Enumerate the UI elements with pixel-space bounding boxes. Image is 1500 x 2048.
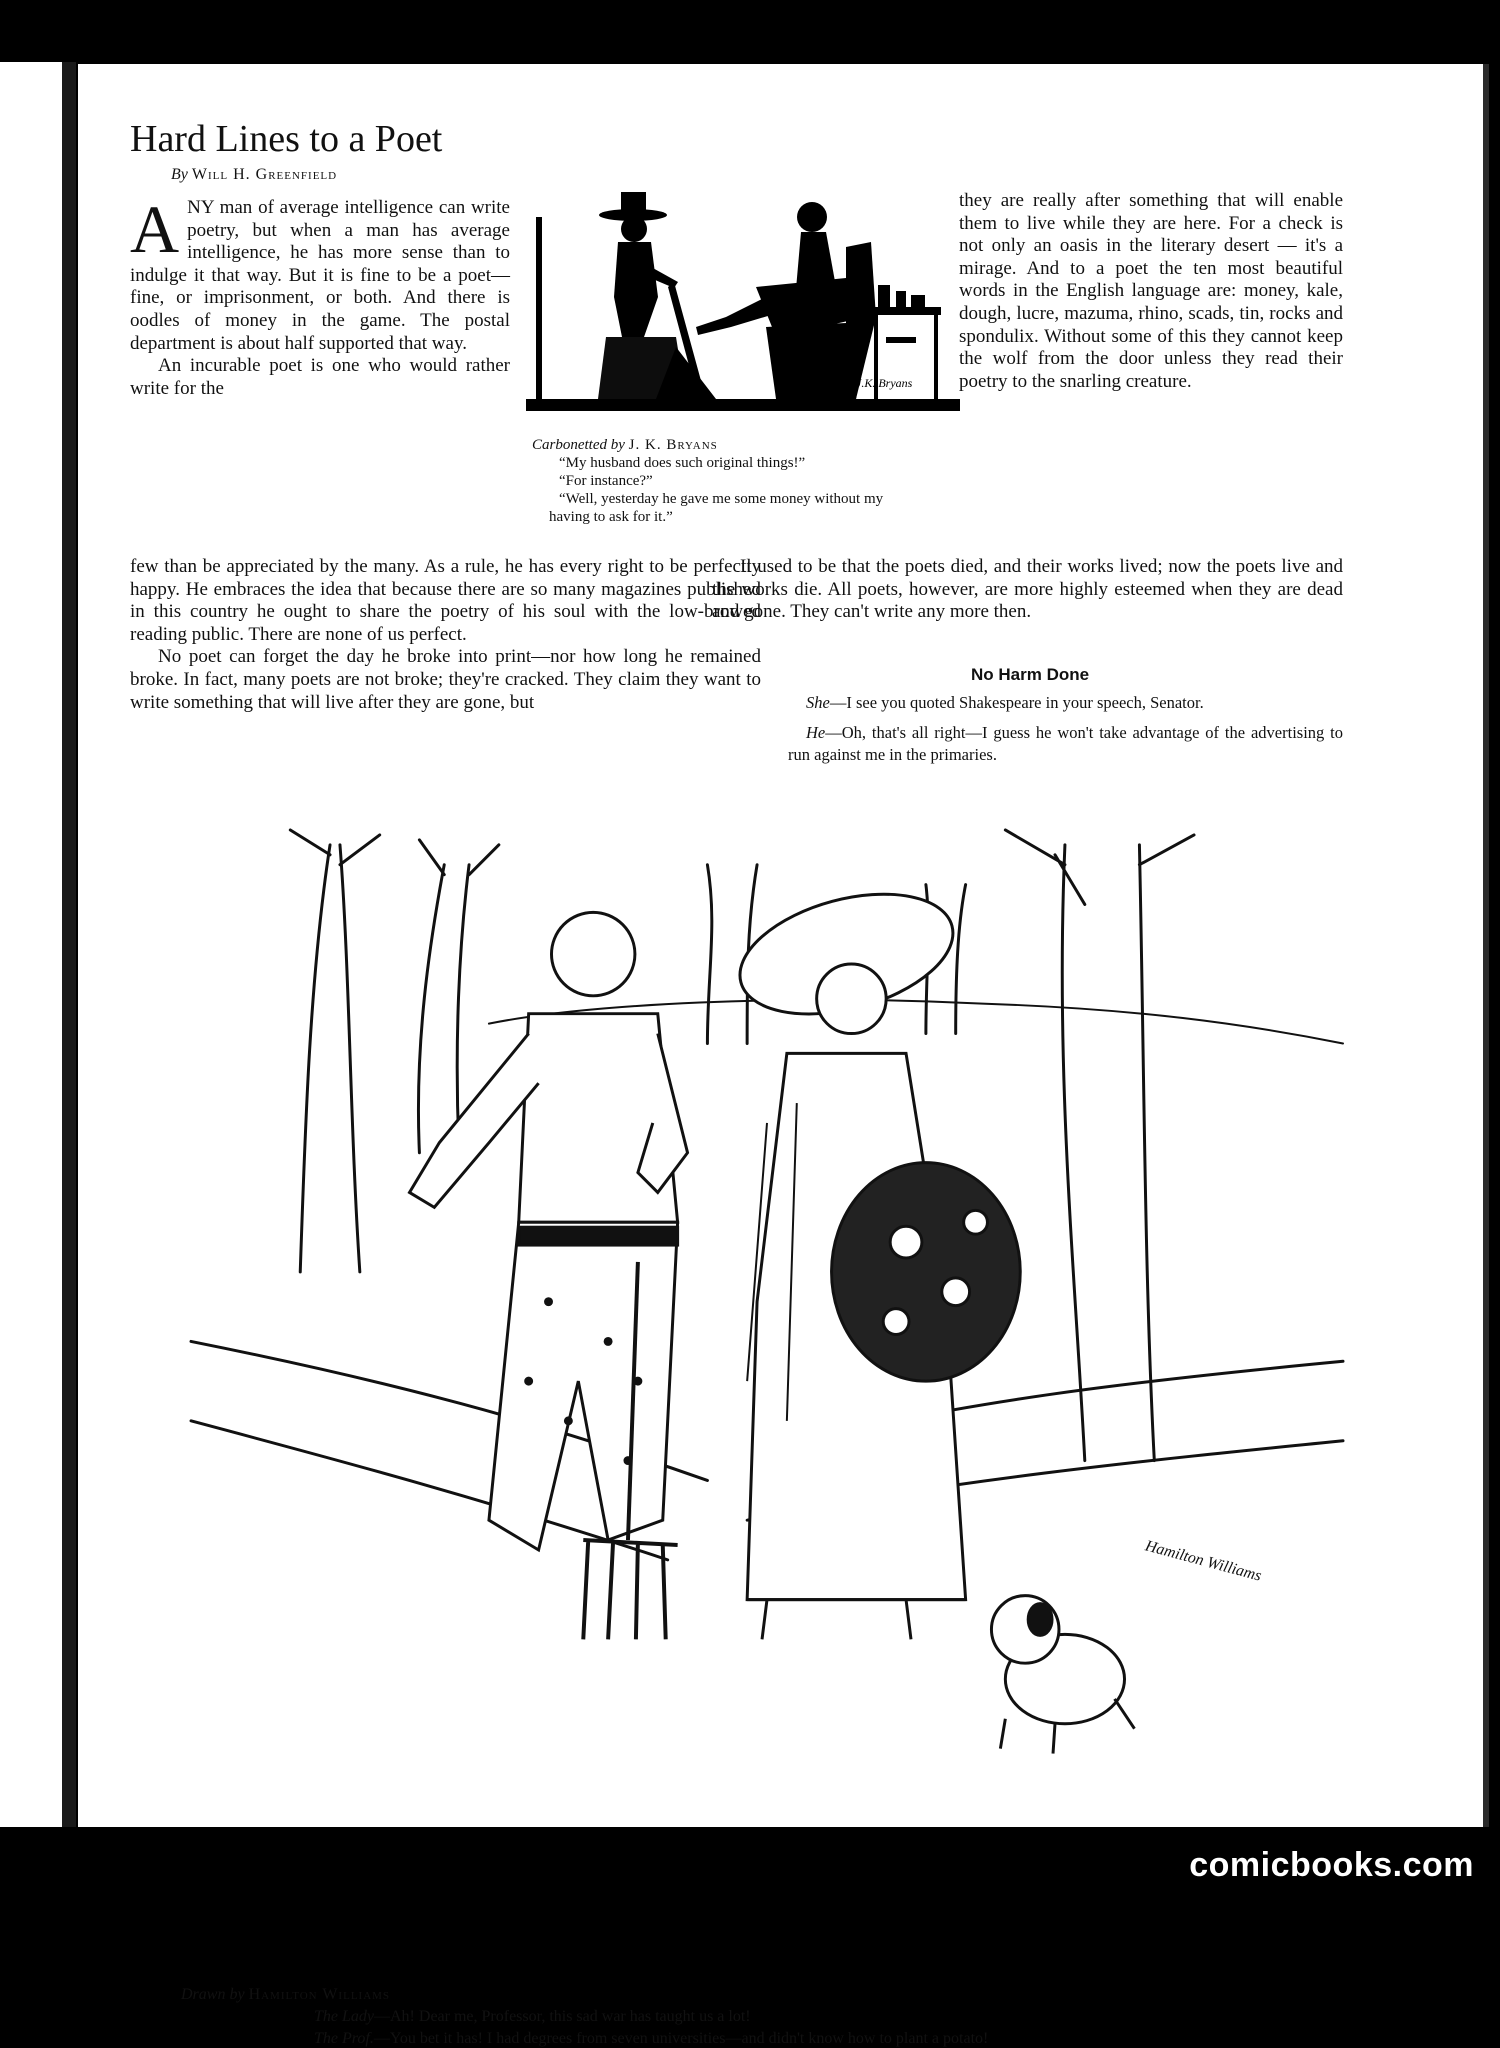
sidebar-joke — [788, 692, 1343, 774]
cartoon-illustration — [187, 825, 1347, 1977]
joke-he-text: —Oh, that's all right—I guess he won't take advantage of the advertising to run against me in the primaries. — [788, 722, 1343, 764]
silhouette-credit-label: Carbonetted by — [532, 437, 625, 453]
speaker-lady: The Lady — [314, 2008, 374, 2025]
cartoon-credit-label: Drawn by — [181, 1986, 245, 2003]
speaker-she: She — [806, 693, 830, 712]
tree-left-2 — [418, 865, 444, 1153]
paragraph-1 — [130, 191, 510, 355]
lady-figure — [727, 873, 1020, 1639]
tree-right — [1062, 845, 1085, 1461]
caption-line-4: having to ask for it.” — [549, 509, 673, 525]
article-column-left-top — [130, 191, 510, 400]
byline — [171, 166, 337, 184]
article-column-left-bottom — [130, 556, 761, 714]
paragraph-5: It used to be that the poets died, and their works lived; now the poets live and the works die. All poets, however, are more highly esteemed when they are dead and gone. They can't write any more then. — [712, 556, 1343, 623]
article-title: Hard Lines to a Poet — [130, 118, 443, 160]
paragraph-1-text: NY man of average intelligence can write poetry, but when a man has average intelligence, he has more sense than to indulge it that way. But it is fine to be a poet—fine, or imprisonment, or both. And there is oodles of money in the game. The postal department is about half supported that way. — [130, 197, 510, 354]
article-column-right-bottom — [712, 556, 1343, 624]
caption-line-3: “Well, yesterday he gave me some money without my — [559, 491, 884, 507]
lady-silhouette — [696, 202, 941, 399]
drop-cap: A — [130, 191, 180, 267]
speaker-he: He — [806, 722, 826, 742]
article-column-right-top — [959, 190, 1343, 393]
man-silhouette — [536, 192, 716, 399]
byline-author: Will H. Greenfield — [191, 166, 338, 183]
dog-figure — [991, 1596, 1134, 1754]
watermark: comicbooks.com — [1189, 1846, 1474, 1884]
silhouette-caption — [532, 436, 1022, 526]
joke-line-she — [788, 692, 1343, 715]
silhouette-signature: J.K. Bryans — [856, 376, 913, 390]
paragraph-2-continued: few than be appreciated by the many. As a rule, he has every right to be perfectly happy. He embraces the idea that because there are so many magazines published in this country he ought to share the poetry of his soul with the low-browed reading public. There are none of us perfect. — [130, 556, 761, 645]
tree-left-1 — [300, 845, 330, 1272]
cartoon-dialog-prof — [314, 2030, 988, 2048]
paragraph-3: No poet can forget the day he broke into print—nor how long he remained broke. In fact, many poets are not broke; they're cracked. They claim they want to write something that will live after they are gone, but — [130, 646, 761, 713]
paragraph-2: An incurable poet is one who would rather write for the — [130, 355, 510, 399]
silhouette-illustration — [526, 187, 960, 415]
lady-text: —Ah! Dear me, Professor, this sad war has taught us a lot! — [374, 2008, 751, 2025]
cartoon-credit — [181, 1986, 390, 2004]
caption-line-1: “My husband does such original things!” — [559, 455, 806, 471]
silhouette-artist: J. K. Bryans — [628, 437, 718, 453]
previous-page-edge — [0, 62, 62, 1827]
professor-figure — [409, 912, 687, 1550]
speaker-prof: The Prof. — [314, 2030, 374, 2047]
joke-line-he — [788, 722, 1343, 767]
silhouette-credit — [532, 436, 1022, 454]
caption-line-2: “For instance?” — [559, 473, 653, 489]
book-gutter — [62, 62, 76, 1827]
page-edge — [1483, 64, 1489, 1827]
cartoon-signature: Hamilton Williams — [1143, 1537, 1264, 1585]
paragraph-4: they are really after something that will enable them to live while they are here. For a check is not only an oasis in the literary desert — it's a mirage. And to a poet the ten most beautiful words in the English language are: money, kale, dough, lucre, mazuma, rhino, scads, tin, rocks and spondulix. Without some of this they cannot keep the wolf from the door unless they read their poetry to the snarling creature. — [959, 190, 1343, 392]
cartoon-artist: Hamilton Williams — [248, 1986, 391, 2003]
byline-prefix: By — [171, 166, 188, 183]
cartoon-dialog-lady — [314, 2008, 751, 2026]
joke-she-text: —I see you quoted Shakespeare in your speech, Senator. — [829, 693, 1204, 712]
prof-text: —You bet it has! I had degrees from seven universities—and didn't know how to plant a potato! — [373, 2030, 989, 2047]
sidebar-joke-title: No Harm Done — [971, 665, 1090, 684]
